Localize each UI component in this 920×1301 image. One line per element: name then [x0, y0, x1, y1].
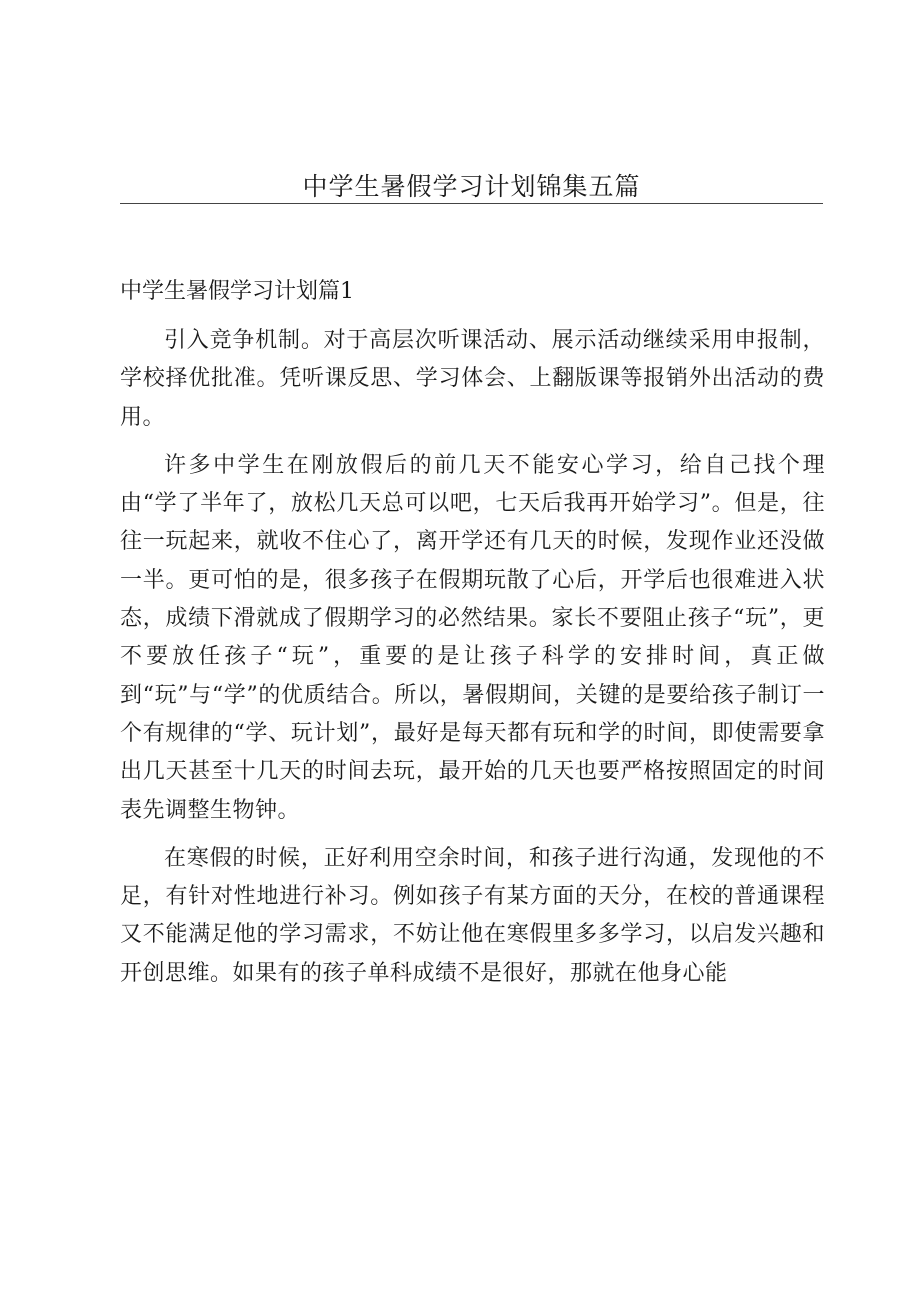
title-underline — [120, 203, 823, 204]
document-body — [120, 322, 825, 1003]
paragraph-2: 许多中学生在刚放假后的前几天不能安心学习，给自己找个理由“学了半年了，放松几天总可以吧，七天后我再开始学习”。但是，往往一玩起来，就收不住心了，离开学还有几天的时候，发现作业还没做一半。更可怕的是，很多孩子在假期玩散了心后，开学后也很难进入状态，成绩下滑就成了假期学习的必然结果。家长不要阻止孩子“玩”，更不要放任孩子“玩”，重要的是让孩子科学的安排时间，真正做到“玩”与“学”的优质结合。所以，暑假期间，关键的是要给孩子制订一个有规律的“学、玩计划”，最好是每天都有玩和学的时间，即使需要拿出几天甚至十几天的时间去玩，最开始的几天也要严格按照固定的时间表先调整生物钟。 — [120, 452, 825, 823]
paragraph-3: 在寒假的时候，正好利用空余时间，和孩子进行沟通，发现他的不足，有针对性地进行补习。例如孩子有某方面的天分，在校的普通课程又不能满足他的学习需求，不妨让他在寒假里多多学习，以启发兴趣和开创思维。如果有的孩子单科成绩不是很好，那就在他身心能 — [120, 845, 825, 986]
paragraph-1: 引入竞争机制。对于高层次听课活动、展示活动继续采用申报制，学校择优批准。凭听课反思、学习体会、上翻版课等报销外出活动的费用。 — [120, 328, 825, 430]
document-title: 中学生暑假学习计划锦集五篇 — [302, 172, 641, 201]
section-heading: 中学生暑假学习计划篇1 — [120, 279, 354, 304]
